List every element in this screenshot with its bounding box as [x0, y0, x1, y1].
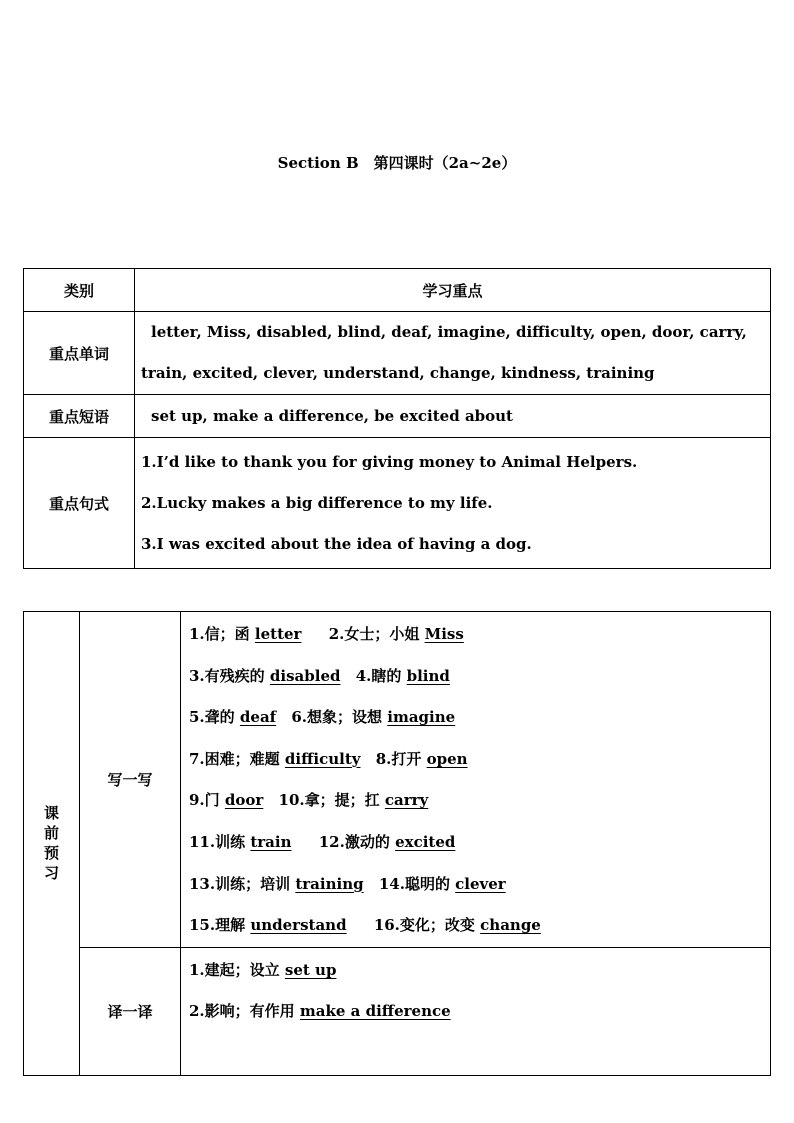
answer: blind — [406, 666, 450, 685]
header-category: 类别 — [24, 269, 135, 312]
row-content — [135, 395, 771, 438]
list-item: 11.训练 train 12.激动的 excited — [189, 832, 456, 851]
answer: door — [224, 791, 264, 810]
answer: change — [480, 916, 541, 935]
answer: excited — [395, 832, 456, 851]
answer: train — [250, 832, 292, 851]
section-label: 课前预习 — [43, 804, 59, 883]
answer: open — [426, 749, 468, 768]
write-section-row — [24, 612, 771, 948]
answer: clever — [455, 874, 506, 893]
header-focus: 学习重点 — [135, 269, 771, 312]
row-line: letter, Miss, disabled, blind, deaf, imagine, difficulty, open, door, carry, — [151, 323, 747, 341]
list-item: 9.门 door 10.拿；提；扛 carry — [189, 791, 429, 810]
table-row-words — [24, 312, 771, 395]
preview-table — [23, 611, 771, 1076]
row-line: 2.Lucky makes a big difference to my life. — [141, 493, 493, 512]
write-items — [181, 612, 771, 948]
row-content — [135, 312, 771, 395]
answer: set up — [284, 960, 337, 979]
answer: understand — [250, 916, 347, 935]
translate-section-row — [24, 947, 771, 1075]
row-category: 重点短语 — [24, 395, 135, 438]
page-title: Section B 第四课时（2a~2e） — [277, 154, 517, 172]
list-item: 13.训练；培训 training 14.聪明的 clever — [189, 874, 506, 893]
row-category: 重点单词 — [24, 312, 135, 395]
list-item: 5.聋的 deaf 6.想象；设想 imagine — [189, 708, 456, 727]
row-content — [135, 438, 771, 569]
list-item: 1.建起；设立 set up — [189, 960, 337, 979]
answer: letter — [254, 625, 302, 643]
learning-focus-table — [23, 268, 771, 569]
answer: difficulty — [284, 749, 361, 768]
answer: disabled — [269, 666, 341, 685]
row-category: 重点句式 — [24, 438, 135, 569]
answer: deaf — [239, 708, 277, 727]
translate-label: 译一译 — [80, 947, 181, 1075]
list-item: 1.信；函 letter 2.女士；小姐 Miss — [189, 625, 464, 643]
section-label-cell — [24, 612, 80, 1076]
list-item: 15.理解 understand 16.变化；改变 change — [189, 916, 541, 935]
answer: imagine — [387, 708, 456, 727]
list-item: 2.影响；有作用 make a difference — [189, 1002, 451, 1021]
translate-items — [181, 947, 771, 1075]
table-row-phrases — [24, 395, 771, 438]
table-header-row — [24, 269, 771, 312]
row-line: train, excited, clever, understand, change, kindness, training — [141, 364, 655, 382]
list-item: 3.有残疾的 disabled 4.瞎的 blind — [189, 666, 450, 685]
list-item: 7.困难；难题 difficulty 8.打开 open — [189, 749, 468, 768]
row-line: set up, make a difference, be excited about — [151, 406, 513, 425]
answer: Miss — [424, 625, 464, 643]
row-line: 1.I’d like to thank you for giving money to Animal Helpers. — [141, 452, 638, 471]
table-row-sentences — [24, 438, 771, 569]
write-label: 写一写 — [80, 612, 181, 948]
row-line: 3.I was excited about the idea of having a dog. — [141, 534, 532, 553]
answer: make a difference — [299, 1002, 451, 1021]
answer: training — [295, 874, 364, 893]
answer: carry — [384, 791, 429, 810]
